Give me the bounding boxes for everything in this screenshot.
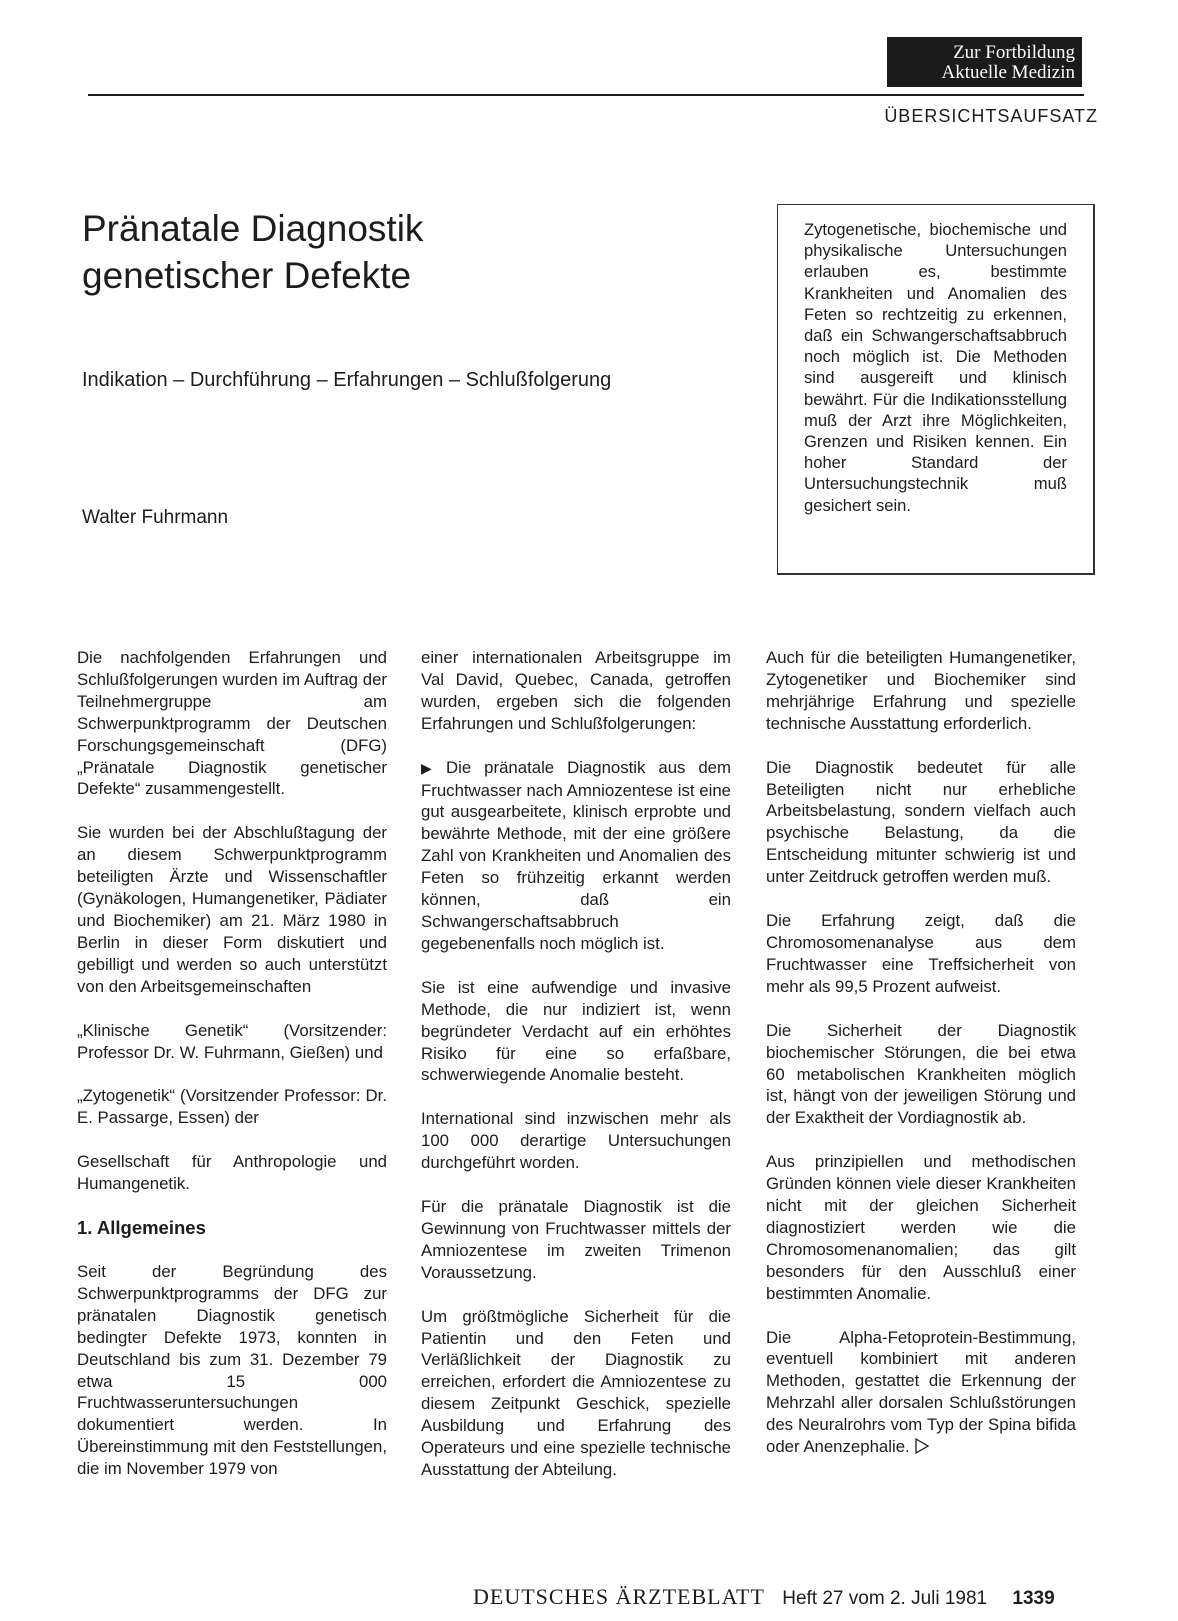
paragraph: Sie ist eine aufwendige und invasive Methode, die nur indiziert ist, wenn begründeter Verdacht auf ein erhöhtes Risiko für eine so erfaßbare, schwerwiegende Anomalie besteht. bbox=[421, 977, 731, 1085]
paragraph: Die nachfolgenden Erfahrungen und Schlußfolgerungen wurden im Auftrag der Teilnehmergruppe am Schwerpunktprogramm der Deutschen Forschungsgemeinschaft (DFG) „Pränatale Diagnostik genetischer Defekte“ zusammengestellt. bbox=[77, 648, 387, 799]
article-title bbox=[82, 205, 423, 299]
article-author: Walter Fuhrmann bbox=[82, 507, 229, 528]
text-column-3 bbox=[766, 647, 1076, 1482]
paragraph-last bbox=[766, 1327, 1076, 1460]
title-line-1: Pränatale Diagnostik bbox=[82, 208, 424, 249]
paragraph-text: Die pränatale Diagnostik aus dem Fruchtwasser nach Amniozentese ist eine gut ausgearbeitete, klinisch erprobte und bewährte Methode, mit der eine größere Zahl von Krankheiten und Anomalien des Feten so frühzeitig erkannt werden können, daß ein Schwangerschaftsabbruch gegebenenfalls noch möglich ist. bbox=[421, 757, 731, 953]
header-rule bbox=[88, 94, 1084, 96]
section-heading: 1. Allgemeines bbox=[77, 1217, 206, 1239]
paragraph: Die Erfahrung zeigt, daß die Chromosomenanalyse aus dem Fruchtwasser eine Treffsicherheit von mehr als 99,5 Prozent aufweist. bbox=[766, 911, 1076, 996]
paragraph: Sie wurden bei der Abschlußtagung der an diesem Schwerpunktprogramm beteiligten Ärzte und Wissenschaftler (Gynäkologen, Humangenetiker, Pädiater und Biochemiker) am 21. März 1980 in Berlin in dieser Form diskutiert und gebilligt und werden so auch unterstützt von den Arbeitsgemeinschaften bbox=[77, 823, 387, 996]
abstract-box bbox=[777, 204, 1095, 575]
journal-name: DEUTSCHES ÄRZTEBLATT bbox=[473, 1584, 765, 1609]
paragraph: Auch für die beteiligten Humangenetiker, Zytogenetiker und Biochemiker sind mehrjährige Erfahrung und spezielle technische Ausstattung erforderlich. bbox=[766, 648, 1076, 733]
text-column-1 bbox=[77, 647, 387, 1502]
paragraph: „Zytogenetik“ (Vorsitzender Professor: Dr. E. Passarge, Essen) der bbox=[77, 1086, 387, 1128]
paragraph: Aus prinzipiellen und methodischen Gründen können viele dieser Krankheiten nicht mit der gleichen Sicherheit diagnostiziert werden wie die Chromosomenanomalien; das gilt besonders für den Ausschluß einer bestimmten Anomalie. bbox=[766, 1152, 1076, 1303]
abstract-text: Zytogenetische, biochemische und physikalische Untersuchungen erlauben es, bestimmte Krankheiten und Anomalien des Feten so rechtzeitig zu erkennen, daß ein Schwangerschaftsabbruch noch möglich ist. Die Methoden sind ausgereift und klinisch bewährt. Für die Indikationsstellung muß der Arzt ihre Möglichkeiten, Grenzen und Risiken kennen. Ein hoher Standard der Untersuchungstechnik muß gesichert sein. bbox=[804, 220, 1067, 515]
paragraph: Gesellschaft für Anthropologie und Humangenetik. bbox=[77, 1152, 387, 1194]
paragraph: Die Sicherheit der Diagnostik biochemischer Störungen, die bei etwa 60 metabolischen Krankheiten möglich ist, hängt von der jeweiligen Störung und der Exaktheit der Vordiagnostik ab. bbox=[766, 1020, 1076, 1128]
paragraph: Für die pränatale Diagnostik ist die Gewinnung von Fruchtwasser mittels der Amniozentese im zweiten Trimenon Voraussetzung. bbox=[421, 1197, 731, 1282]
rubric-tag-line1: Zur Fortbildung bbox=[953, 42, 1075, 63]
paragraph: Um größtmögliche Sicherheit für die Patientin und den Feten und Verläßlichkeit der Diagnostik zu erreichen, erfordert die Amniozentese zu diesem Zeitpunkt Geschick, spezielle Ausbildung und Erfahrung des Operateurs und eine spezielle technische Ausstattung der Abteilung. bbox=[421, 1306, 731, 1479]
page-footer bbox=[473, 1584, 1055, 1610]
paragraph-text: Die Alpha-Fetoprotein-Bestimmung, eventuell kombiniert mit anderen Methoden, gestattet die Erkennung der Mehrzahl aller dorsalen Schlußstörungen des Neuralrohrs vom Typ der Spina bifida oder Anenzephalie. bbox=[766, 1327, 1076, 1457]
bulleted-paragraph bbox=[421, 757, 731, 955]
paragraph: Die Diagnostik bedeutet für alle Beteiligten nicht nur erhebliche Arbeitsbelastung, sondern vielfach auch psychische Belastung, da die Entscheidung mitunter schwierig ist und unter Zeitdruck getroffen werden muß. bbox=[766, 757, 1076, 887]
paragraph: einer internationalen Arbeitsgruppe im Val David, Quebec, Canada, getroffen wurden, ergeben sich die folgenden Erfahrungen und Schlußfolgerungen: bbox=[421, 648, 731, 733]
text-column-2 bbox=[421, 647, 731, 1503]
paragraph: „Klinische Genetik“ (Vorsitzender: Professor Dr. W. Fuhrmann, Gießen) und bbox=[77, 1020, 387, 1062]
title-line-2: genetischer Defekte bbox=[82, 255, 412, 296]
section-label: ÜBERSICHTSAUFSATZ bbox=[884, 106, 1098, 126]
continue-arrow-icon bbox=[914, 1438, 930, 1460]
article-subtitle: Indikation – Durchführung – Erfahrungen – Schlußfolgerung bbox=[82, 369, 612, 391]
paragraph: International sind inzwischen mehr als 100 000 derartige Untersuchungen durchgeführt worden. bbox=[421, 1109, 731, 1173]
issue-info: Heft 27 vom 2. Juli 1981 bbox=[782, 1588, 988, 1609]
page-number: 1339 bbox=[1012, 1588, 1055, 1609]
rubric-tag bbox=[887, 37, 1082, 87]
triangle-bullet-icon: ▶ bbox=[421, 759, 441, 776]
paragraph: Seit der Begründung des Schwerpunktprogramms der DFG zur pränatalen Diagnostik genetisch bedingter Defekte 1973, konnten in Deutschland bis zum 31. Dezember 79 etwa 15 000 Fruchtwasseruntersuchungen dokumentiert werden. In Übereinstimmung mit den Feststellungen, die im November 1979 von bbox=[77, 1262, 387, 1479]
rubric-tag-line2: Aktuelle Medizin bbox=[941, 62, 1075, 83]
